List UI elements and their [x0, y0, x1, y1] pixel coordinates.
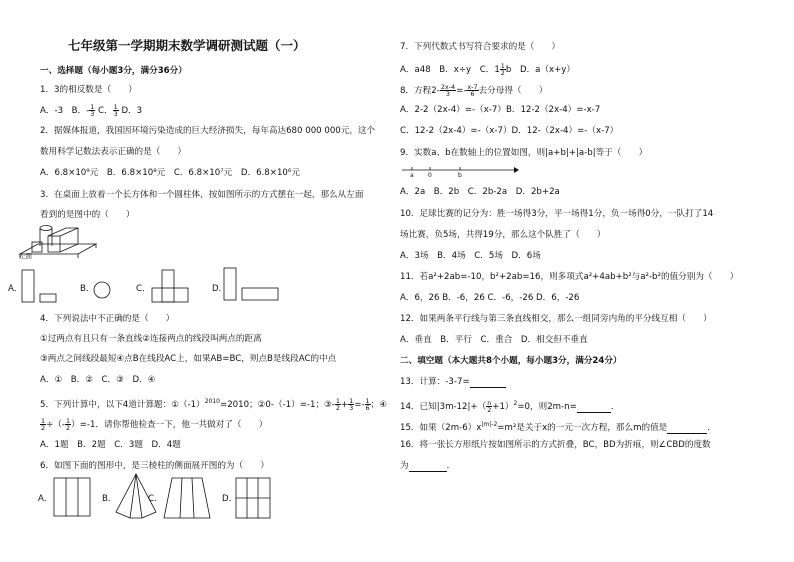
q8-stem: 8．方程2- $\frac{2x-4}{3}$ =- $\frac{x-7}{6}$ 去分母得（ ） — [400, 83, 548, 98]
q9-label-b: b — [458, 172, 462, 179]
q2-line1: 2．据媒体报道，我国因环境污染造成的巨大经济损失，每年高达680 000 000元，这个 — [40, 126, 376, 136]
q16-line1: 16．将一张长方形纸片按如图所示的方式折叠，BC，BD为折痕，则∠CBD的度数 — [400, 440, 711, 450]
page-title: 七年级第一学期期末数学调研测试题（一） — [68, 38, 306, 53]
q4-options: A．① B．② C．③ D．④ — [40, 375, 156, 385]
q16-line2: 为 ． — [400, 461, 456, 471]
q13-answer-blank[interactable] — [470, 378, 506, 388]
q10-options: A．3场 B．4场 C．5场 D．6场 — [400, 251, 541, 261]
q7-stem: 7．下列代数式书写符合要求的是（ ） — [400, 42, 561, 52]
q3-option-a-figure — [20, 268, 60, 304]
q10-line1: 10．足球比赛的记分为：胜一场得3分，平一场得1分，负一场得0分，一队打了14 — [400, 209, 714, 219]
q3-option-d-label: D． — [212, 284, 228, 294]
q5-options: A．1题 B．2题 C．3题 D．4题 — [40, 440, 181, 450]
section-choice-heading: 一、选择题（每小题3分，满分36分） — [40, 66, 187, 76]
q11-options: A．6，26 B．-6，26 C．-6，-26 D．6，-26 — [400, 293, 580, 303]
q15-answer-blank[interactable] — [667, 424, 707, 434]
q1-stem: 1．3的相反数是（ ） — [40, 85, 137, 95]
q15-stem: 15．如果$(2m-6)x^{|m|-2}=m^2$是关于x的一元一次方程，那么m的值是 ． — [400, 421, 716, 433]
q10-line2: 场比赛，负5场，共得19分，那么这个队胜了（ ） — [400, 230, 606, 240]
q9-label-zero: 0 — [428, 172, 432, 179]
q2-options: A．6.8×10⁹元 B．6.8×10⁸元 C．6.8×10⁷元 D．6.8×10⁶元 — [40, 168, 300, 178]
q14-stem: 14．已知|3m-12|+（ $\frac{n}{2}$ +1）$^2$=0，则2m-n= ． — [400, 398, 620, 414]
q11-stem: 11．若a²+2ab=-10，b²+2ab=16，则多项式a²+4ab+b²与a²-b²的值分别为（ ） — [400, 272, 739, 282]
section-fill-heading: 二、填空题（本大题共8个小题，每小题3分，满分24分） — [400, 356, 622, 366]
q1-fraction-c: $\frac{1}{3}$ — [113, 103, 118, 118]
q4-stem: 4．下列说法中不正确的是（ ） — [40, 314, 175, 324]
q3-line1: 3．在桌面上放着一个长方体和一个圆柱体，按如图所示的方式摆在一起，那么从左面 — [40, 190, 364, 200]
q14-answer-blank[interactable] — [577, 403, 611, 413]
q3-option-b-label: B． — [80, 284, 95, 294]
q9-stem: 9．实数a、b在数轴上的位置如图，则|a+b|+|a-b|等于（ ） — [400, 148, 648, 158]
q3-left-view-label: 左面 — [19, 252, 32, 260]
q4-statement2: ③两点之间线段最短④点B在线段AC上，如果AB=BC，则点B是线段AC的中点 — [40, 354, 337, 364]
q6-option-d-label: D． — [222, 494, 238, 504]
q5-line1: 5．下列计算中，以下4道计算题：$①(-1)^{2010}=2010$；②0-（-1）=-1；③- $\frac{1}{2}$ + $\frac{1}{3}$ =- $\frac{1}{6}$ ；④ — [40, 396, 387, 412]
q2-line2: 数用科学记数法表示正确的是（ ） — [40, 147, 187, 157]
q6-option-c-figure — [162, 476, 212, 520]
q8-options-ab: A．2-2（2x-4）=-（x-7）B．12-2（2x-4）=-x-7 — [400, 105, 601, 115]
q3-option-c-figure — [150, 268, 190, 304]
q7-options: A．a48 B．x÷y C．1 $\frac{1}{2}$ b D．a（x+y） — [400, 62, 575, 77]
q1-fraction-b: $\frac{1}{3}$ — [90, 103, 95, 118]
q3-line2: 看到的是图中的（ ） — [40, 210, 135, 220]
q12-stem: 12．如果两条平行线与第三条直线相交，那么一组同旁内角的平分线互相（ ） — [400, 314, 712, 324]
q3-option-c-label: C． — [136, 284, 151, 294]
q6-option-a-figure — [52, 476, 92, 518]
q6-option-b-label: B． — [102, 494, 117, 504]
q6-option-d-figure — [234, 476, 274, 520]
q9-label-a: a — [410, 172, 414, 179]
q3-option-d-figure — [222, 266, 282, 306]
q8-options-cd: C．12-2（2x-4）=-（x-7）D．12-（2x-4）=-（x-7） — [400, 126, 619, 136]
q3-option-b-figure — [92, 280, 112, 300]
q5-line2: $\frac{1}{2}$ ÷（- $\frac{1}{2}$ ）=-1．请你帮他检查一下，他一共做对了（ ） — [41, 417, 268, 432]
q12-options: A．垂直 B．平行 C．重合 D．相交但不垂直 — [400, 335, 588, 345]
q16-answer-blank[interactable] — [409, 462, 447, 472]
q6-option-a-label: A． — [38, 494, 53, 504]
q13-stem: 13．计算：-3-7= — [400, 377, 506, 388]
q3-option-a-label: A． — [8, 284, 23, 294]
q6-option-c-label: C． — [148, 494, 163, 504]
q1-options: A．-3 B．- $\frac{1}{3}$ C． $\frac{1}{3}$ D．3 — [40, 103, 143, 118]
q4-statement1: ①过两点有且只有一条直线②连接两点的线段叫两点的距离 — [40, 334, 262, 344]
q6-stem: 6．如图下面的图形中，是三棱柱的侧面展开图的为（ ） — [40, 461, 269, 471]
q9-options: A．2a B．2b C．2b-2a D．2b+2a — [400, 187, 560, 197]
